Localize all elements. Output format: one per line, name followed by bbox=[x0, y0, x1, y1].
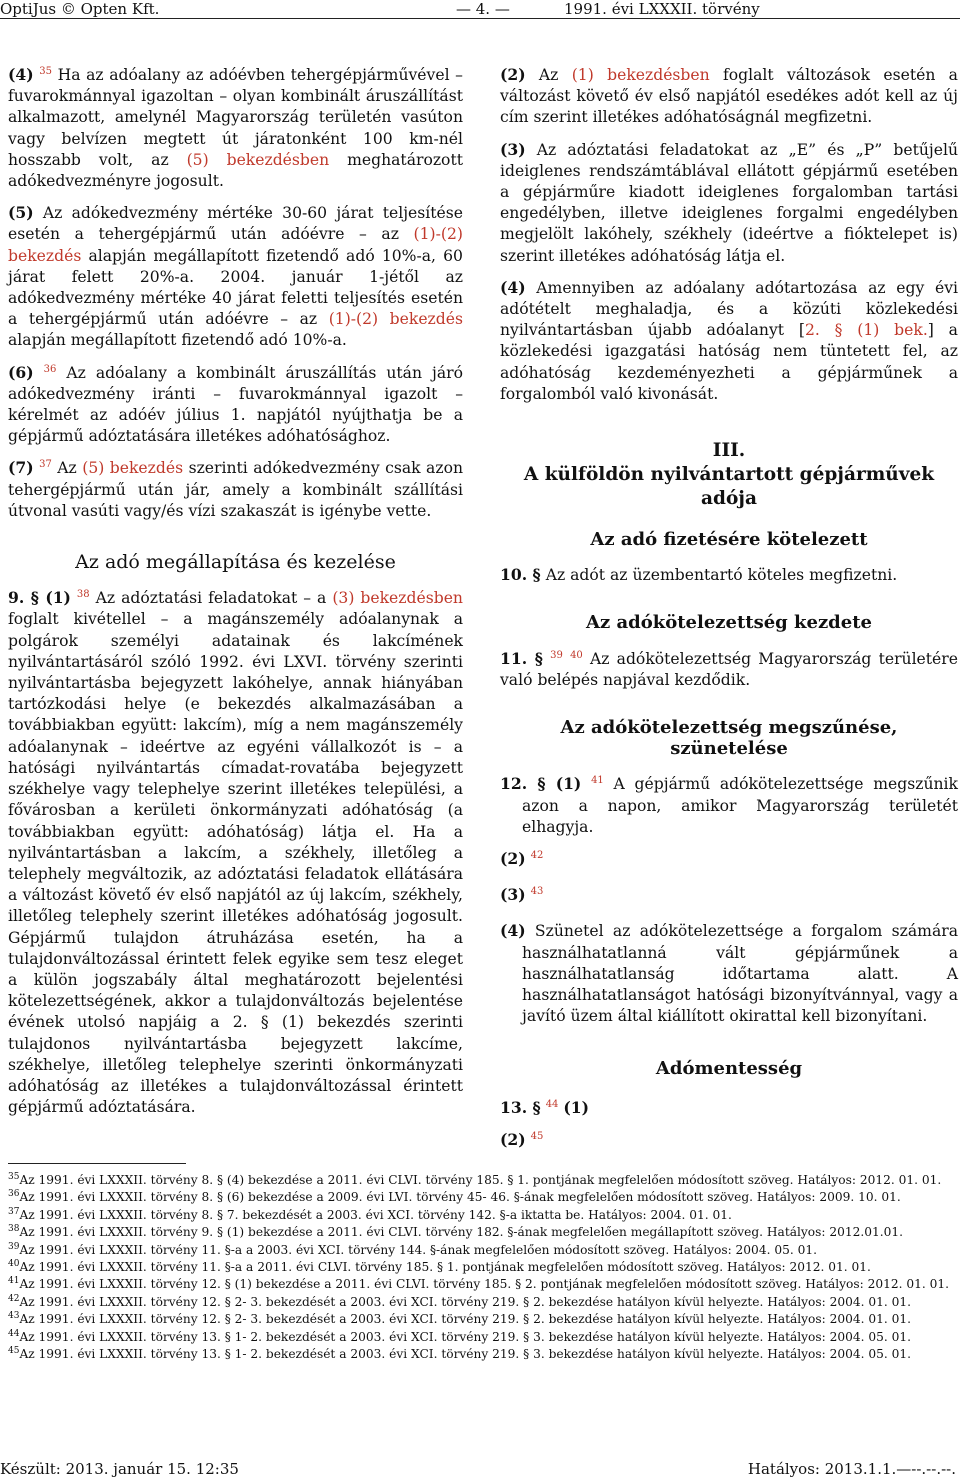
footnote-text: Az 1991. évi LXXXII. törvény 12. § 2- 3. bekezdését a 2003. évi XCI. törvény 219. § 2. bekezdése hatályon kívül helyezte. Hatályos: 2004. 01. 01. bbox=[19, 1312, 912, 1327]
section-heading: Az adó fizetésére kötelezett bbox=[590, 529, 868, 551]
footnote-number: 35 bbox=[8, 1172, 20, 1182]
paragraph-text: ] a közlekedési igazgatási hatóság nem tüntetett fel, az adóhatóság kezdeményezheti a gépjárműnek a forgalomból való kivonását. bbox=[500, 321, 958, 403]
section-13-2 bbox=[500, 1129, 958, 1151]
paragraph-9-3 bbox=[500, 139, 958, 267]
paragraph-text: Ha az adóalany az adóévben tehergépjárművével – fuvarokmánnyal igazoltan – olyan kombinált áruszállítást alkalmazott, amelynél Magyarország területén vasúton vagy belvízen megtett út járatonként 100 km-nél hosszabb volt, az bbox=[8, 66, 463, 169]
paragraph-number: (4) bbox=[500, 921, 526, 941]
footnote-rule bbox=[8, 1163, 186, 1164]
section-heading: Az adókötelezettség megszűnése, szünetelése bbox=[560, 717, 898, 760]
footnote-ref[interactable]: 43 bbox=[530, 886, 544, 898]
cross-ref-link[interactable]: 2. § (1) bek. bbox=[804, 321, 928, 340]
left-column bbox=[8, 64, 463, 1128]
footnote-text: Az 1991. évi LXXXII. törvény 8. § (4) bekezdése a 2011. évi CLVI. törvény 185. § 1. pontjának megfelelően módosított szöveg. Hatályos: 2012. 01. 01. bbox=[19, 1173, 942, 1187]
footnote-text: Az 1991. évi LXXXII. törvény 13. § 1- 2. bekezdését a 2003. évi XCI. törvény 219. § 3. bekezdése hatályon kívül helyezte. Hatályos: 2004. 05. 01. bbox=[19, 1329, 912, 1344]
paragraph-text: szerinti adókedvezmény csak azon tehergépjármű után jár, amely a kombinált szállítási útvonal vasúti vagy/és vízi szakaszát is igénybe vette. bbox=[8, 459, 464, 520]
header-page-number: — 4. — bbox=[456, 0, 510, 18]
footnote-ref[interactable]: 45 bbox=[530, 1130, 544, 1142]
paragraph-number: (4) bbox=[8, 65, 34, 84]
footnote-number: 39 bbox=[8, 1241, 20, 1252]
paragraph-text: Az bbox=[57, 459, 77, 478]
footnote-item bbox=[8, 1207, 952, 1224]
paragraph-text: alapján megállapított fizetendő adó 10%-a. bbox=[8, 331, 347, 350]
paragraph-8-6 bbox=[8, 362, 463, 448]
footnote-ref[interactable]: 42 bbox=[530, 850, 544, 862]
paragraph-text: foglalt kivétellel – a magánszemély adóalanynak a polgárok személyi adatainak és lakcímének nyilvántartásáról szóló 1992. évi LXVI. törvény szerinti nyilvántartásba bejegyzett lakóhelye, annak hiányában tartózkodási helye (e bekezdés alkalmazásában a továbbiakban együtt: lakcím), míg a nem magánszemély adóalanynak – ideértve az egyéni vállalkozót is – a hatósági nyilvántartás címadat-rovatába bejegyzett székhelye vagy telephelye szerint illetékes települési, a fővárosban a kerületi önkormányzati adóhatóság (a továbbiakban együtt: adóhatóság) látja el. Ha a nyilvántartásban a lakcím, a székhely, illetőleg a telephely megváltozik, az adóztatási feladatok ellátására a változást követő év első napjától az új lakcím, székhely, illetőleg telephely szerint illetékes adóhatóság jogosult. Gépjármű tulajdon átruházása esetén, ha a tulajdonváltozással érintett felek egyike sem tesz eleget a külön jogszabály által meghatározott bejelentési kötelezettségének, akkor a tulajdonváltozás bejelentése évének utolsó napjáig a 2. § (1) bekezdés szerinti tulajdonos nyilvántartásba bejegyzett lakcíme, székhelye, illetőleg telephelye szerinti önkormányzati adóhatóság az illetékes a tulajdonváltozással érintett gépjármű adóztatására. bbox=[8, 610, 463, 1117]
section-12-3 bbox=[500, 884, 958, 906]
footnote-item bbox=[8, 1276, 952, 1293]
section-number: 13. § bbox=[500, 1097, 541, 1117]
cross-ref-link[interactable]: (5) bekezdés bbox=[82, 459, 184, 478]
section-11 bbox=[500, 648, 958, 691]
header-rule bbox=[0, 18, 960, 19]
part-number: III. bbox=[712, 440, 746, 462]
footer-effective: Hatályos: 2013.1.1.—--.--.--. bbox=[747, 1460, 956, 1478]
paragraph-9-4 bbox=[500, 277, 958, 405]
footnote-ref[interactable]: 40 bbox=[570, 649, 583, 661]
footnote-number: 41 bbox=[8, 1276, 20, 1287]
paragraph-text: Az adóztatási feladatokat – a bbox=[95, 589, 327, 608]
footnote-number: 44 bbox=[8, 1328, 20, 1339]
footnote-item bbox=[8, 1329, 952, 1346]
footnote-text: Az 1991. évi LXXXII. törvény 11. §-a a 2011. évi CLVI. törvény 185. § 1. pontjának megfelelően módosított szöveg. Hatályos: 2012. 01. 01. bbox=[19, 1260, 871, 1275]
footnote-item bbox=[8, 1311, 952, 1328]
footnote-item bbox=[8, 1346, 952, 1363]
paragraph-8-4 bbox=[8, 64, 463, 192]
section-9-1 bbox=[8, 587, 463, 1118]
section-number: 12. § (1) bbox=[500, 774, 582, 794]
paragraph-number: (3) bbox=[500, 885, 526, 905]
cross-ref-link[interactable]: (1) bekezdésben bbox=[571, 66, 710, 84]
paragraph-8-7 bbox=[8, 457, 463, 522]
footnote-text: Az 1991. évi LXXXII. törvény 12. § (1) bekezdése a 2011. évi CLVI. törvény 185. § 2. pontjának megfelelően módosított szöveg. Hatályos: 2012. 01. 01. bbox=[19, 1277, 950, 1292]
section-12-2 bbox=[500, 848, 958, 870]
paragraph-number: (2) bbox=[500, 65, 526, 84]
paragraph-text: Szünetel az adókötelezettsége a forgalom számára használhatatlanná vált gépjárműnek a használhatatlanság időtartama alatt. A használhatatlanságot hatósági bizonyítvánnyal, vagy a javító üzem által kiállított okirattal kell bizonyítani. bbox=[522, 922, 958, 1026]
paragraph-text: Az bbox=[538, 66, 559, 84]
paragraph-number: (4) bbox=[500, 277, 526, 297]
paragraph-text: Amennyiben az adóalany adótartozása az egy évi adótételt meghaladja, és a közúti közlekedési nyilvántartásban újabb adóalanyt [ bbox=[500, 278, 958, 340]
footnote-ref[interactable]: 44 bbox=[545, 1098, 559, 1110]
footnote-ref[interactable]: 36 bbox=[43, 363, 57, 375]
right-column bbox=[500, 64, 958, 1161]
paragraph-8-5 bbox=[8, 202, 463, 351]
section-12-4 bbox=[500, 920, 958, 1027]
paragraph-text: A gépjármű adókötelezettsége megszűnik azon a napon, amikor Magyarország területét elhagyja. bbox=[522, 775, 958, 836]
footnote-number: 40 bbox=[8, 1259, 20, 1270]
paragraph-number: (5) bbox=[8, 203, 34, 223]
footnote-number: 36 bbox=[8, 1189, 20, 1200]
paragraph-number: (7) bbox=[8, 458, 34, 478]
footnote-number: 38 bbox=[8, 1224, 20, 1235]
footnote-ref[interactable]: 39 bbox=[550, 649, 563, 661]
footnote-text: Az 1991. évi LXXXII. törvény 11. §-a a 2003. évi XCI. törvény 144. §-ának megfelelően módosított szöveg. Hatályos: 2004. 05. 01. bbox=[19, 1242, 817, 1257]
paragraph-text: Az adóalany a kombinált áruszállítás után járó adókedvezmény iránti – fuvarokmánnyal igazolt – kérelmét az adóév július 1. napjától nyújthatja be a gépjármű adóztatására illetékes adóhatósághoz. bbox=[8, 363, 463, 446]
footnote-item bbox=[8, 1294, 952, 1311]
footnote-text: Az 1991. évi LXXXII. törvény 12. § 2- 3. bekezdését a 2003. évi XCI. törvény 219. § 2. bekezdése hatályon kívül helyezte. Hatályos: 2004. 01. 01. bbox=[19, 1294, 912, 1309]
footnotes bbox=[8, 1172, 952, 1363]
section-13-1 bbox=[500, 1097, 958, 1119]
footnote-item bbox=[8, 1242, 952, 1259]
footnote-item bbox=[8, 1259, 952, 1276]
section-10 bbox=[500, 564, 958, 586]
footnote-text: Az 1991. évi LXXXII. törvény 13. § 1- 2. bekezdését a 2003. évi XCI. törvény 219. § 3. bekezdése hatályon kívül helyezte. Hatályos: 2004. 05. 01. bbox=[19, 1347, 912, 1362]
part-title: A külföldön nyilvántartott gépjárművek adója bbox=[523, 464, 935, 510]
paragraph-9-2 bbox=[500, 64, 958, 129]
paragraph-text: alapján megállapított fizetendő adó 10%-a, 60 járat felett 20%-a. 2004. január 1-jétől az adókedvezmény mértéke 40 járat feletti teljesítés esetén a tehergépjármű után adóévre – az bbox=[8, 246, 463, 329]
paragraph-text: Az adókötelezettség Magyarország területére való belépés napjával kezdődik. bbox=[500, 649, 958, 689]
footnote-item bbox=[8, 1172, 952, 1189]
footer-created: Készült: 2013. január 15. 12:35 bbox=[0, 1460, 239, 1478]
footnote-number: 42 bbox=[8, 1293, 20, 1304]
paragraph-number: (2) bbox=[500, 1129, 526, 1149]
cross-ref-link[interactable]: (1)-(2) bekezdés bbox=[8, 225, 463, 265]
paragraph-text: meghatározott adókedvezményre jogosult. bbox=[8, 150, 463, 191]
footnote-number: 43 bbox=[8, 1311, 20, 1322]
footnote-text: Az 1991. évi LXXXII. törvény 9. § (1) bekezdése a 2011. évi CLVI. törvény 182. §-ának megfelelően megállapított szöveg. Hatályos: 2012.01.01. bbox=[19, 1225, 903, 1240]
section-heading: Az adó megállapítása és kezelése bbox=[75, 551, 396, 574]
footnote-ref[interactable]: 35 bbox=[39, 66, 52, 77]
paragraph-number: (1) bbox=[563, 1097, 589, 1117]
paragraph-text: foglalt változások esetén a változást követő év első napjától esedékes adót kell az új cím szerint illetékes adóhatóságnál megfizetni. bbox=[500, 66, 958, 127]
cross-ref-link[interactable]: (1)-(2) bekezdés bbox=[328, 310, 463, 329]
section-heading: Adómentesség bbox=[655, 1057, 803, 1079]
paragraph-text: Az adóztatási feladatokat az „E” és „P” betűjelű ideiglenes rendszámtáblával ellátott gépjármű esetében a gépjárműre kiadott ideiglenes forgalomban tartási engedélyben, illetve ideiglenes forgalmi engedélyben megjelölt lakóhely, székhely (ideértve a fióktelepet is) szerint illetékes adóhatóság látja el. bbox=[500, 140, 958, 265]
header-title: 1991. évi LXXXII. törvény bbox=[564, 0, 760, 18]
paragraph-number: (2) bbox=[500, 849, 526, 869]
cross-ref-link[interactable]: (5) bekezdésben bbox=[186, 150, 330, 169]
footnote-text: Az 1991. évi LXXXII. törvény 8. § (6) bekezdése a 2009. évi LVI. törvény 45- 46. §-ának megfelelően módosított szöveg. Hatályos: 2009. 10. 01. bbox=[19, 1190, 901, 1205]
footnote-number: 37 bbox=[8, 1206, 20, 1217]
paragraph-text: Az adót az üzembentartó köteles megfizetni. bbox=[545, 566, 898, 585]
paragraph-text: Az adókedvezmény mértéke 30-60 járat teljesítése esetén a tehergépjármű után adóévre – az bbox=[8, 204, 463, 244]
footnote-ref[interactable]: 38 bbox=[76, 589, 90, 601]
footnote-ref[interactable]: 41 bbox=[591, 775, 604, 787]
footnote-ref[interactable]: 37 bbox=[39, 459, 52, 471]
section-number: 9. § (1) bbox=[8, 588, 71, 608]
footnote-item bbox=[8, 1224, 952, 1241]
section-12-1 bbox=[500, 773, 958, 838]
section-number: 10. § bbox=[500, 565, 541, 585]
footnote-item bbox=[8, 1189, 952, 1206]
footnote-text: Az 1991. évi LXXXII. törvény 8. § 7. bekezdését a 2003. évi XCI. törvény 142. §-a iktatta be. Hatályos: 2004. 01. 01. bbox=[19, 1207, 732, 1222]
paragraph-number: (6) bbox=[8, 362, 34, 382]
section-heading: Az adókötelezettség kezdete bbox=[586, 612, 872, 634]
footnote-number: 45 bbox=[8, 1346, 20, 1357]
header-left: OptiJus © Opten Kft. bbox=[0, 0, 160, 18]
cross-ref-link[interactable]: (3) bekezdésben bbox=[332, 589, 463, 608]
paragraph-number: (3) bbox=[500, 139, 526, 159]
section-number: 11. § bbox=[500, 648, 543, 668]
